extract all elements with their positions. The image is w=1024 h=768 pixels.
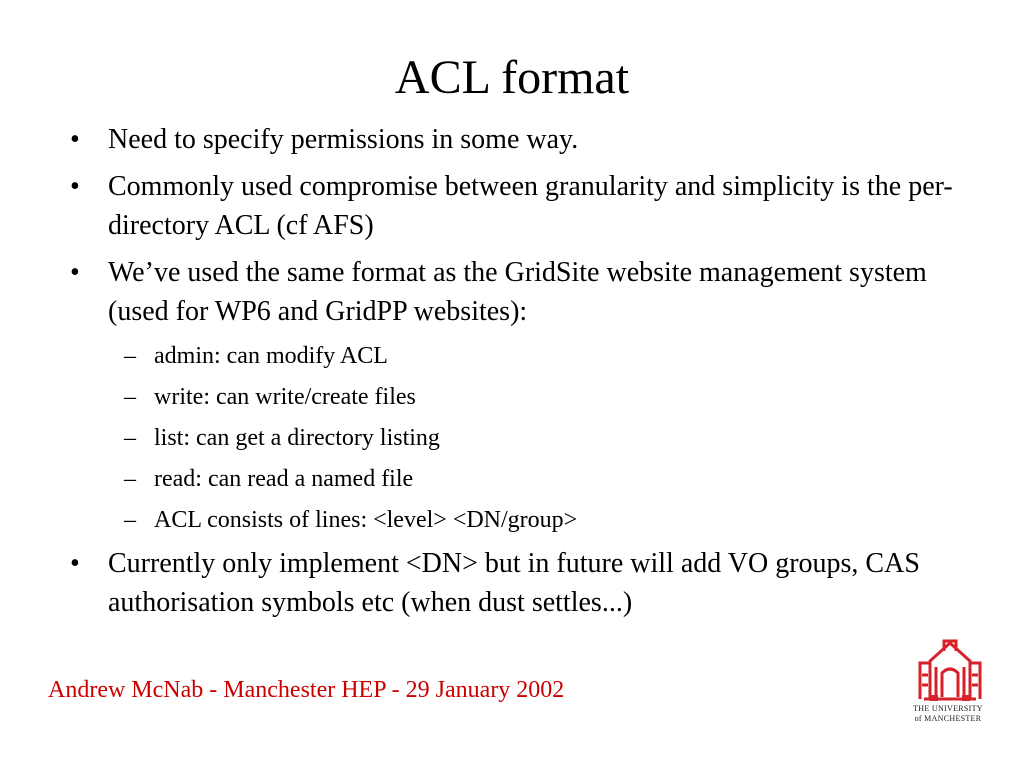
sub-bullet-marker: – (124, 343, 136, 369)
sub-bullet-text: list: can get a directory listing (154, 425, 440, 451)
slide-title: ACL format (394, 51, 630, 104)
sub-bullet-item (70, 503, 970, 537)
bullet-marker: • (70, 171, 80, 202)
sub-bullet-marker: – (124, 507, 136, 533)
university-logo-text (902, 704, 994, 724)
bullet-item (70, 167, 970, 245)
bullet-text: Currently only implement <DN> but in future will add VO groups, CAS authorisation symbols etc (when dust settles...) (108, 548, 920, 618)
bullet-marker: • (70, 548, 80, 579)
sub-bullet-text: write: can write/create files (154, 384, 416, 410)
bullet-item (70, 253, 970, 331)
sub-bullet-marker: – (124, 466, 136, 492)
bullet-text: Commonly used compromise between granularity and simplicity is the per-directory ACL (cf AFS) (108, 171, 953, 241)
bullet-text: We’ve used the same format as the GridSite website management system (used for WP6 and GridPP websites): (108, 257, 927, 327)
logo-line-2: of MANCHESTER (914, 714, 982, 723)
sub-bullet-item (70, 421, 970, 455)
bullet-marker: • (70, 124, 80, 155)
slide-content (70, 120, 970, 630)
sub-bullet-marker: – (124, 425, 136, 451)
slide-footer: Andrew McNab - Manchester HEP - 29 January 2002 (48, 677, 565, 703)
logo-line-1: THE UNIVERSITY (913, 704, 983, 713)
sub-bullet-marker: – (124, 384, 136, 410)
bullet-item (70, 120, 970, 159)
sub-bullet-text: ACL consists of lines: <level> <DN/group> (154, 507, 578, 533)
sub-bullet-item (70, 339, 970, 373)
bullet-marker: • (70, 257, 80, 288)
sub-bullet-text: admin: can modify ACL (154, 343, 388, 369)
bullet-item (70, 544, 970, 622)
bullet-text: Need to specify permissions in some way. (108, 124, 579, 155)
sub-bullet-list (70, 339, 970, 537)
sub-bullet-text: read: can read a named file (154, 466, 414, 492)
sub-bullet-item (70, 380, 970, 414)
crest-icon (920, 641, 980, 699)
sub-bullet-item (70, 462, 970, 496)
